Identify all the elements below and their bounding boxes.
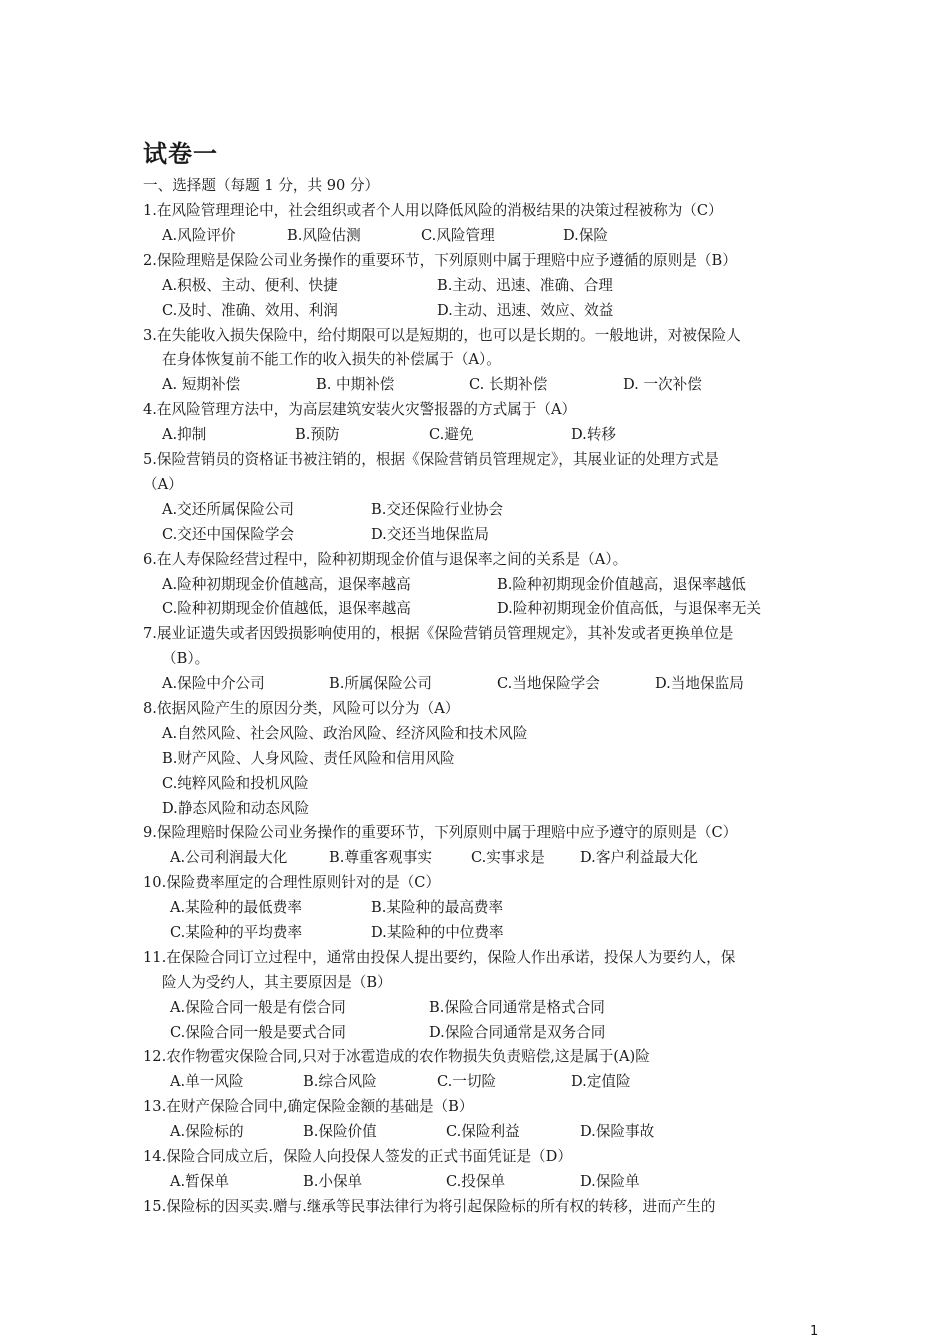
question-13-option-d: D.保险事故 [580, 1123, 655, 1140]
question-5-text-continued: （A） [143, 476, 183, 493]
question-12-option-b: B.综合风险 [303, 1073, 377, 1090]
page-number: 1 [810, 1324, 819, 1339]
question-7-text: 7.展业证遗失或者因毁损影响使用的，根据《保险营销员管理规定》，其补发或者更换单位是 [143, 625, 734, 642]
question-10-option-d: D.某险种的中位费率 [371, 924, 504, 941]
question-7-option-b: B.所属保险公司 [329, 675, 432, 692]
question-13-option-b: B.保险价值 [303, 1123, 377, 1140]
question-1-option-a: A.风险评价 [162, 227, 236, 244]
question-9-option-a: A.公司利润最大化 [170, 849, 288, 866]
question-1-option-c: C.风险管理 [421, 227, 495, 244]
question-7-text-continued: （B）。 [162, 650, 210, 667]
question-5-option-d: D.交还当地保监局 [371, 526, 489, 543]
question-12-option-d: D.定值险 [571, 1073, 631, 1090]
question-11-text: 11.在保险合同订立过程中，通常由投保人提出要约，保险人作出承诺，投保人为要约人，保 [143, 949, 736, 966]
question-4-option-a: A.抑制 [162, 426, 207, 443]
question-2-option-b: B.主动、迅速、准确、合理 [437, 277, 613, 294]
question-3-text-continued: 在身体恢复前不能工作的收入损失的补偿属于（A）。 [162, 351, 501, 368]
question-11-option-b: B.保险合同通常是格式合同 [429, 999, 605, 1016]
question-8-option-d: D.静态风险和动态风险 [162, 800, 310, 817]
page-title: 试卷一 [143, 140, 218, 168]
question-12-text: 12.农作物雹灾保险合同,只对于冰雹造成的农作物损失负责赔偿,这是属于(A)险 [143, 1048, 650, 1065]
question-14-text: 14.保险合同成立后，保险人向投保人签发的正式书面凭证是（D） [143, 1148, 572, 1165]
section-heading: 一、选择题（每题 1 分，共 90 分） [143, 177, 380, 194]
question-11-option-c: C.保险合同一般是要式合同 [170, 1024, 346, 1041]
question-5-option-b: B.交还保险行业协会 [371, 501, 504, 518]
question-3-text: 3.在失能收入损失保险中，给付期限可以是短期的，也可以是长期的。一般地讲，对被保险人 [143, 327, 741, 344]
question-4-option-b: B.预防 [295, 426, 340, 443]
question-10-option-a: A.某险种的最低费率 [170, 899, 302, 916]
question-14-option-c: C.投保单 [446, 1173, 506, 1190]
question-5-option-c: C.交还中国保险学会 [162, 526, 295, 543]
question-5-option-a: A.交还所属保险公司 [162, 501, 294, 518]
question-3-option-d: D. 一次补偿 [623, 376, 702, 393]
question-1-option-b: B.风险估测 [287, 227, 361, 244]
question-11-option-d: D.保险合同通常是双务合同 [429, 1024, 606, 1041]
question-15-text: 15.保险标的因买卖.赠与.继承等民事法律行为将引起保险标的所有权的转移，进而产生的 [143, 1198, 716, 1215]
question-10-text: 10.保险费率厘定的合理性原则针对的是（C） [143, 874, 441, 891]
question-10-option-b: B.某险种的最高费率 [371, 899, 504, 916]
question-6-option-c: C.险种初期现金价值越低，退保率越高 [162, 600, 411, 617]
question-6-option-d: D.险种初期现金价值高低，与退保率无关 [497, 600, 761, 617]
question-14-option-d: D.保险单 [580, 1173, 640, 1190]
question-2-option-c: C.及时、准确、效用、利润 [162, 302, 338, 319]
question-6-option-a: A.险种初期现金价值越高，退保率越高 [162, 576, 411, 593]
question-7-option-d: D.当地保监局 [655, 675, 744, 692]
question-10-option-c: C.某险种的平均费率 [170, 924, 303, 941]
question-9-option-b: B.尊重客观事实 [329, 849, 432, 866]
question-4-text: 4.在风险管理方法中，为高层建筑安装火灾警报器的方式属于（A） [143, 401, 577, 418]
question-8-option-c: C.纯粹风险和投机风险 [162, 775, 309, 792]
question-1-text: 1.在风险管理理论中，社会组织或者个人用以降低风险的消极结果的决策过程被称为（C） [143, 202, 723, 219]
question-8-option-b: B.财产风险、人身风险、责任风险和信用风险 [162, 750, 455, 767]
question-5-text: 5.保险营销员的资格证书被注销的，根据《保险营销员管理规定》，其展业证的处理方式是 [143, 451, 719, 468]
question-1-option-d: D.保险 [563, 227, 609, 244]
question-14-option-b: B.小保单 [303, 1173, 363, 1190]
question-13-option-a: A.保险标的 [170, 1123, 244, 1140]
question-14-option-a: A.暂保单 [170, 1173, 229, 1190]
question-4-option-d: D.转移 [571, 426, 617, 443]
question-7-option-c: C.当地保险学会 [497, 675, 600, 692]
question-9-option-d: D.客户利益最大化 [580, 849, 698, 866]
question-12-option-a: A.单一风险 [170, 1073, 244, 1090]
question-13-text: 13.在财产保险合同中,确定保险金额的基础是（B） [143, 1098, 474, 1115]
question-3-option-a: A. 短期补偿 [162, 376, 241, 393]
question-11-text-continued: 险人为受约人，其主要原因是（B） [162, 974, 392, 991]
question-7-option-a: A.保险中介公司 [162, 675, 265, 692]
question-12-option-c: C.一切险 [437, 1073, 497, 1090]
question-8-option-a: A.自然风险、社会风险、政治风险、经济风险和技术风险 [162, 725, 528, 742]
question-4-option-c: C.避免 [429, 426, 474, 443]
question-3-option-b: B. 中期补偿 [316, 376, 395, 393]
question-11-option-a: A.保险合同一般是有偿合同 [170, 999, 346, 1016]
question-2-option-a: A.积极、主动、便利、快捷 [162, 277, 338, 294]
question-9-option-c: C.实事求是 [471, 849, 545, 866]
question-13-option-c: C.保险利益 [446, 1123, 520, 1140]
question-3-option-c: C. 长期补偿 [469, 376, 548, 393]
question-2-option-d: D.主动、迅速、效应、效益 [437, 302, 614, 319]
question-2-text: 2.保险理赔是保险公司业务操作的重要环节，下列原则中属于理赔中应予遵循的原则是（B） [143, 252, 737, 269]
question-6-text: 6.在人寿保险经营过程中，险种初期现金价值与退保率之间的关系是（A）。 [143, 551, 628, 568]
question-8-text: 8.依据风险产生的原因分类，风险可以分为（A） [143, 700, 460, 717]
question-9-text: 9.保险理赔时保险公司业务操作的重要环节，下列原则中属于理赔中应予遵守的原则是（C） [143, 824, 738, 841]
question-6-option-b: B.险种初期现金价值越高，退保率越低 [497, 576, 746, 593]
